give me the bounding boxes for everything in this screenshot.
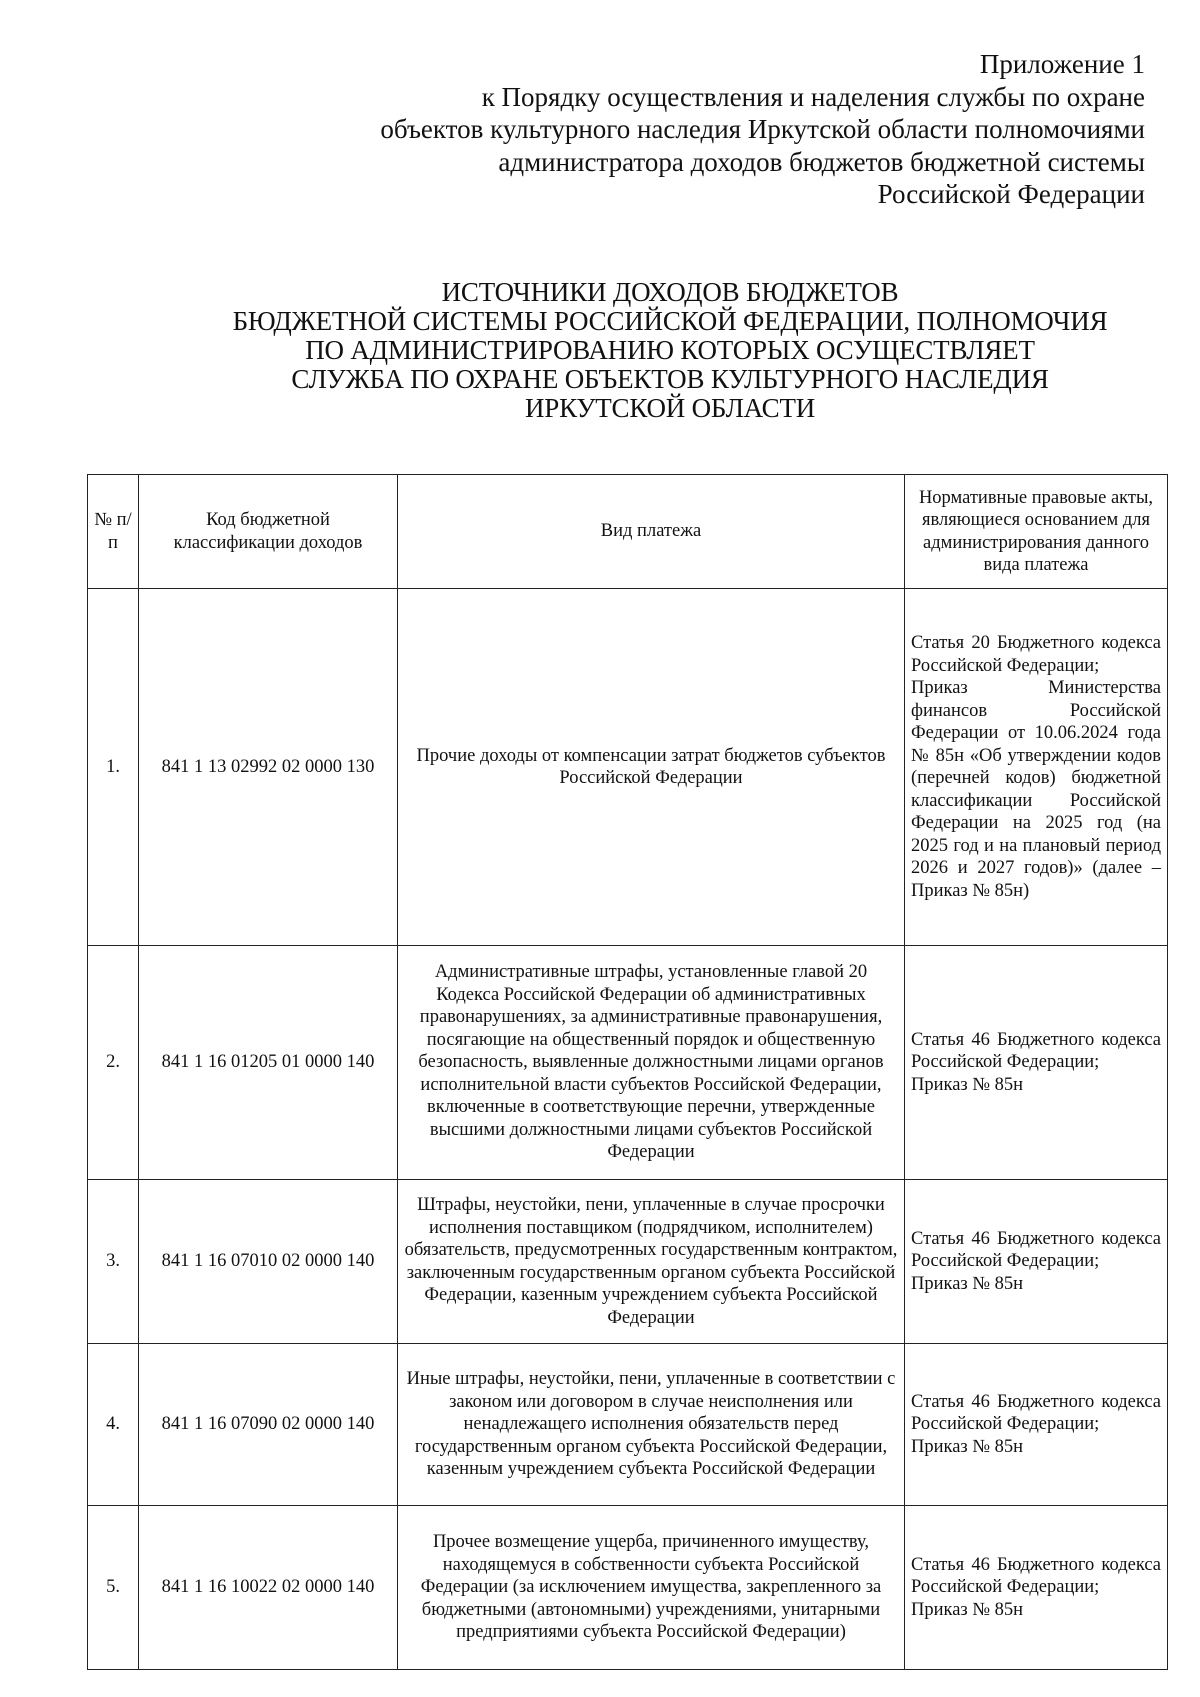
row-num: 1. <box>88 589 139 946</box>
row-code: 841 1 16 10022 02 0000 140 <box>139 1506 398 1670</box>
row-code: 841 1 16 07090 02 0000 140 <box>139 1344 398 1506</box>
document-title <box>150 278 1190 423</box>
header-type: Вид платежа <box>398 475 905 589</box>
row-law <box>905 1180 1168 1344</box>
row-code: 841 1 16 07010 02 0000 140 <box>139 1180 398 1344</box>
row-num: 3. <box>88 1180 139 1344</box>
table-header-row <box>88 475 1168 589</box>
title-line: ИРКУТСКОЙ ОБЛАСТИ <box>524 393 816 423</box>
law-text: Приказ № 85н <box>911 1436 1024 1457</box>
title-line: ПО АДМИНИСТРИРОВАНИЮ КОТОРЫХ ОСУЩЕСТВЛЯЕТ <box>305 335 1035 365</box>
law-text: Приказ № 85н <box>911 1074 1024 1095</box>
law-text: Статья 20 Бюджетного кодекса Российской Федерации; <box>911 633 1161 676</box>
appendix-line: Приложение 1 <box>979 49 1145 79</box>
law-text: Статья 46 Бюджетного кодекса Российской Федерации; <box>911 1228 1161 1272</box>
row-law <box>905 1344 1168 1506</box>
header-num: № п/п <box>88 475 139 589</box>
revenue-sources-table <box>87 474 1168 1670</box>
law-text: Статья 46 Бюджетного кодекса Российской Федерации; <box>911 1029 1161 1073</box>
law-text: Статья 46 Бюджетного кодекса Российской Федерации; <box>911 1554 1161 1598</box>
row-code: 841 1 16 01205 01 0000 140 <box>139 946 398 1180</box>
title-line: БЮДЖЕТНОЙ СИСТЕМЫ РОССИЙСКОЙ ФЕДЕРАЦИИ, ПОЛНОМОЧИЯ <box>232 306 1108 336</box>
header-code: Код бюджетной классификации доходов <box>139 475 398 589</box>
row-type: Штрафы, неустойки, пени, уплаченные в случае просрочки исполнения поставщиком (подрядчиком, исполнителем) обязательств, предусмотренных государственным контрактом, заключенным государственным органом субъекта Российской Федерации, казенным учреждением субъекта Российской Федерации <box>398 1180 905 1344</box>
law-text: Приказ № 85н <box>911 1599 1024 1620</box>
row-law <box>905 1506 1168 1670</box>
row-code: 841 1 13 02992 02 0000 130 <box>139 589 398 946</box>
row-type: Прочее возмещение ущерба, причиненного имуществу, находящемуся в собственности субъекта Российской Федерации (за исключением имущества, закрепленного за бюджетными (автономными) учреждениями, унитарными предприятиями субъекта Российской Федерации) <box>398 1506 905 1670</box>
row-type: Прочие доходы от компенсации затрат бюджетов субъектов Российской Федерации <box>398 589 905 946</box>
appendix-line: объектов культурного наследия Иркутской области полномочиями <box>380 114 1145 144</box>
row-type: Иные штрафы, неустойки, пени, уплаченные в соответствии с законом или договором в случае неисполнения или ненадлежащего исполнения обязательств перед государственным органом субъекта Российской Федерации, казенным учреждением субъекта Российской Федерации <box>398 1344 905 1506</box>
table-row <box>88 1506 1168 1670</box>
appendix-line: к Порядку осуществления и наделения службы по охране <box>481 81 1145 112</box>
table-row <box>88 1344 1168 1506</box>
table-row <box>88 946 1168 1180</box>
row-law <box>905 946 1168 1180</box>
header-law: Нормативные правовые акты, являющиеся основанием для администрирования данного вида платежа <box>905 475 1168 589</box>
title-line: СЛУЖБА ПО ОХРАНЕ ОБЪЕКТОВ КУЛЬТУРНОГО НАСЛЕДИЯ <box>291 364 1049 394</box>
law-text: Приказ Министерства финансов Российской Федерации от 10.06.2024 года № 85н «Об утверждении кодов (перечней кодов) бюджетной классификации Российской Федерации на 2025 год (на 2025 год и на плановый период 2026 и 2027 годов)» (далее – Приказ № 85н) <box>911 678 1161 901</box>
row-law <box>905 589 1168 946</box>
table-row <box>88 589 1168 946</box>
row-num: 4. <box>88 1344 139 1506</box>
appendix-header <box>245 48 1145 211</box>
appendix-line: Российской Федерации <box>877 179 1145 209</box>
appendix-line: администратора доходов бюджетов бюджетной системы <box>498 146 1145 177</box>
law-text: Статья 46 Бюджетного кодекса Российской Федерации; <box>911 1391 1161 1435</box>
row-type: Административные штрафы, установленные главой 20 Кодекса Российской Федерации об административных правонарушениях, за административные правонарушения, посягающие на общественный порядок и общественную безопасность, выявленные должностными лицами органов исполнительной власти субъектов Российской Федерации, включенные в соответствующие перечни, утвержденные высшими должностными лицами субъектов Российской Федерации <box>398 946 905 1180</box>
law-text: Приказ № 85н <box>911 1273 1024 1294</box>
title-line: ИСТОЧНИКИ ДОХОДОВ БЮДЖЕТОВ <box>441 277 899 307</box>
row-num: 2. <box>88 946 139 1180</box>
row-num: 5. <box>88 1506 139 1670</box>
table-row <box>88 1180 1168 1344</box>
